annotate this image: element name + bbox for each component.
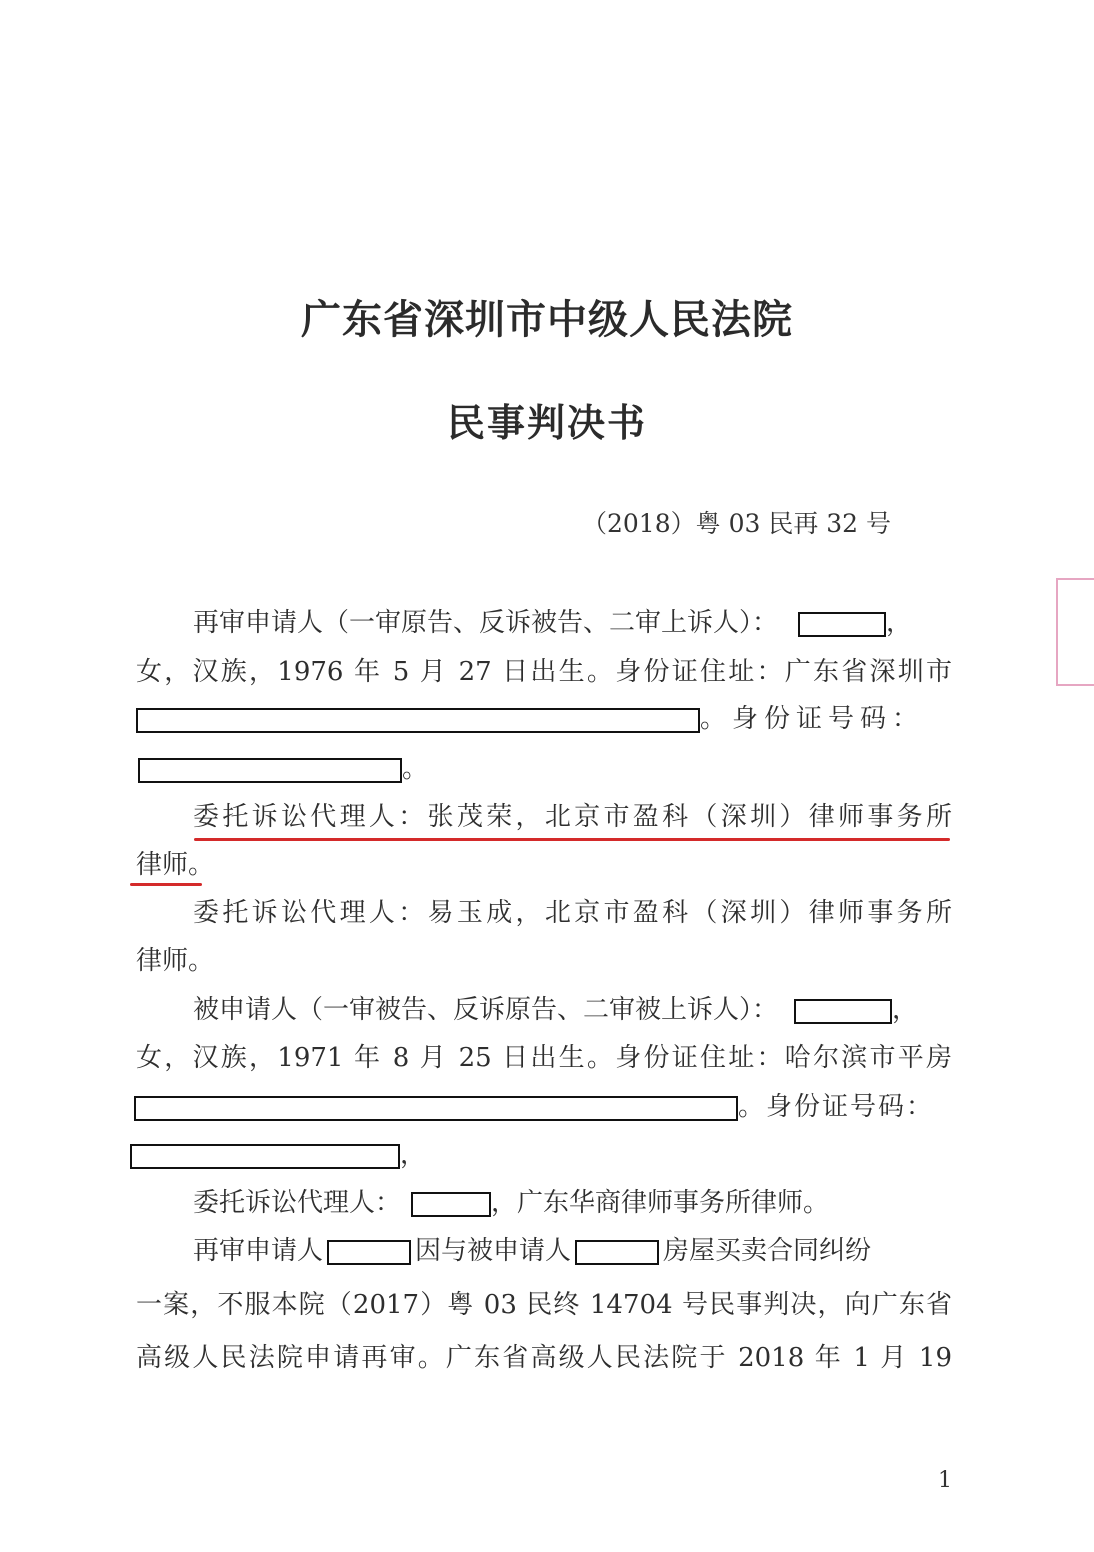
background-line-1 [193,1234,952,1268]
respondent-role-text: 被申请人（一审被告、反诉原告、二审被上诉人）： [193,995,779,1025]
redacted-agent-name [411,1192,491,1217]
official-seal-stamp [1056,578,1094,686]
agent-yi-line-1: 委托诉讼代理人：易玉成，北京市盈科（深圳）律师事务所 [193,898,952,928]
agent-label: 委托诉讼代理人： [193,1188,402,1218]
background-text: 因与被申请人 [415,1236,572,1266]
red-underline-annotation [130,883,202,886]
redacted-applicant-name [327,1240,411,1265]
redacted-id-number [130,1144,400,1169]
redacted-respondent-name [794,999,892,1024]
case-number: （2018）粤 03 民再 32 号 [582,509,892,538]
id-number-label: 。身份证号码： [738,1092,935,1122]
background-line-3: 高级人民法院申请再审。广东省高级人民法院于 2018 年 1 月 19 [136,1343,952,1373]
redacted-applicant-name [798,612,886,637]
applicant-line-2: 女，汉族，1976 年 5 月 27 日出生。身份证住址：广东省深圳市 [136,657,952,687]
respondent-line-4 [136,1138,952,1172]
respondent-agent-line [193,1186,952,1220]
court-name-title: 广东省深圳市中级人民法院 [301,296,793,343]
agent-zhang-line-1: 委托诉讼代理人：张茂荣，北京市盈科（深圳）律师事务所 [193,802,952,832]
respondent-line-2: 女，汉族，1971 年 8 月 25 日出生。身份证住址：哈尔滨市平房 [136,1043,952,1073]
applicant-role-text: 再审申请人（一审原告、反诉被告、二审上诉人）： [193,608,779,638]
applicant-line-4 [136,752,952,786]
redacted-address [134,1096,738,1121]
id-number-label: 。身份证号码： [700,704,925,734]
punctuation: ， [400,1140,427,1170]
agent-zhang-line-2: 律师。 [136,850,215,880]
applicant-line-1 [193,606,952,640]
punctuation: ， [892,995,919,1025]
agent-yi-line-2: 律师。 [136,946,215,976]
background-text: 再审申请人 [193,1236,324,1266]
agent-firm-text: ，广东华商律师事务所律师。 [491,1188,830,1218]
respondent-line-3 [136,1090,952,1124]
redacted-respondent-name [575,1240,659,1265]
document-type-title: 民事判决书 [446,400,647,445]
punctuation: ， [886,608,913,638]
background-line-2: 一案，不服本院（2017）粤 03 民终 14704 号民事判决，向广东省 [136,1290,952,1320]
red-underline-annotation [194,838,950,841]
background-text: 房屋买卖合同纠纷 [663,1236,872,1266]
respondent-line-1 [193,993,952,1027]
page-number: 1 [938,1468,952,1493]
redacted-id-number [138,758,402,783]
punctuation: 。 [402,754,429,784]
applicant-line-3 [136,702,952,736]
redacted-address [136,708,700,733]
